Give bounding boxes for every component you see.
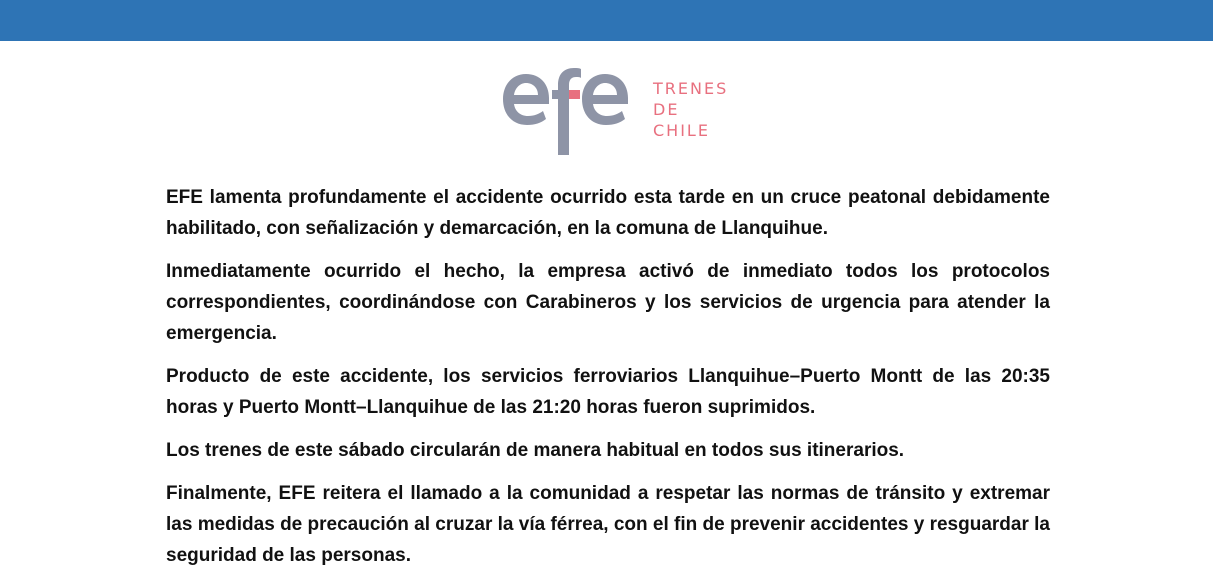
statement-body (166, 182, 1050, 583)
tagline-line-1: TRENES (653, 79, 729, 98)
tagline-line-2: DE (653, 100, 680, 119)
tagline-line-3: CHILE (653, 121, 710, 140)
statement-paragraph-4: Los trenes de este sábado circularán de manera habitual en todos sus itinerarios. (166, 440, 905, 461)
logo-tagline (653, 78, 728, 141)
statement-paragraph-2: Inmediatamente ocurrido el hecho, la empresa activó de inmediato todos los protocolos correspondientes, coordinándose con Carabineros y los servicios de urgencia para atender la emergencia. (166, 261, 1050, 344)
header-bar (0, 0, 1213, 41)
statement-paragraph-1: EFE lamenta profundamente el accidente ocurrido esta tarde en un cruce peatonal debidamente habilitado, con señalización y demarcación, en la comuna de Llanquihue. (166, 187, 1050, 239)
efe-logo (500, 66, 729, 160)
statement-paragraph-5: Finalmente, EFE reitera el llamado a la comunidad a respetar las normas de tránsito y extremar las medidas de precaución al cruzar la vía férrea, con el fin de prevenir accidentes y resguardar la seguridad de las personas. (166, 483, 1050, 566)
efe-logo-mark-icon (500, 66, 640, 160)
statement-paragraph-3: Producto de este accidente, los servicios ferroviarios Llanquihue–Puerto Montt de las 20:35 horas y Puerto Montt–Llanquihue de las 21:20 horas fueron suprimidos. (166, 366, 1050, 418)
